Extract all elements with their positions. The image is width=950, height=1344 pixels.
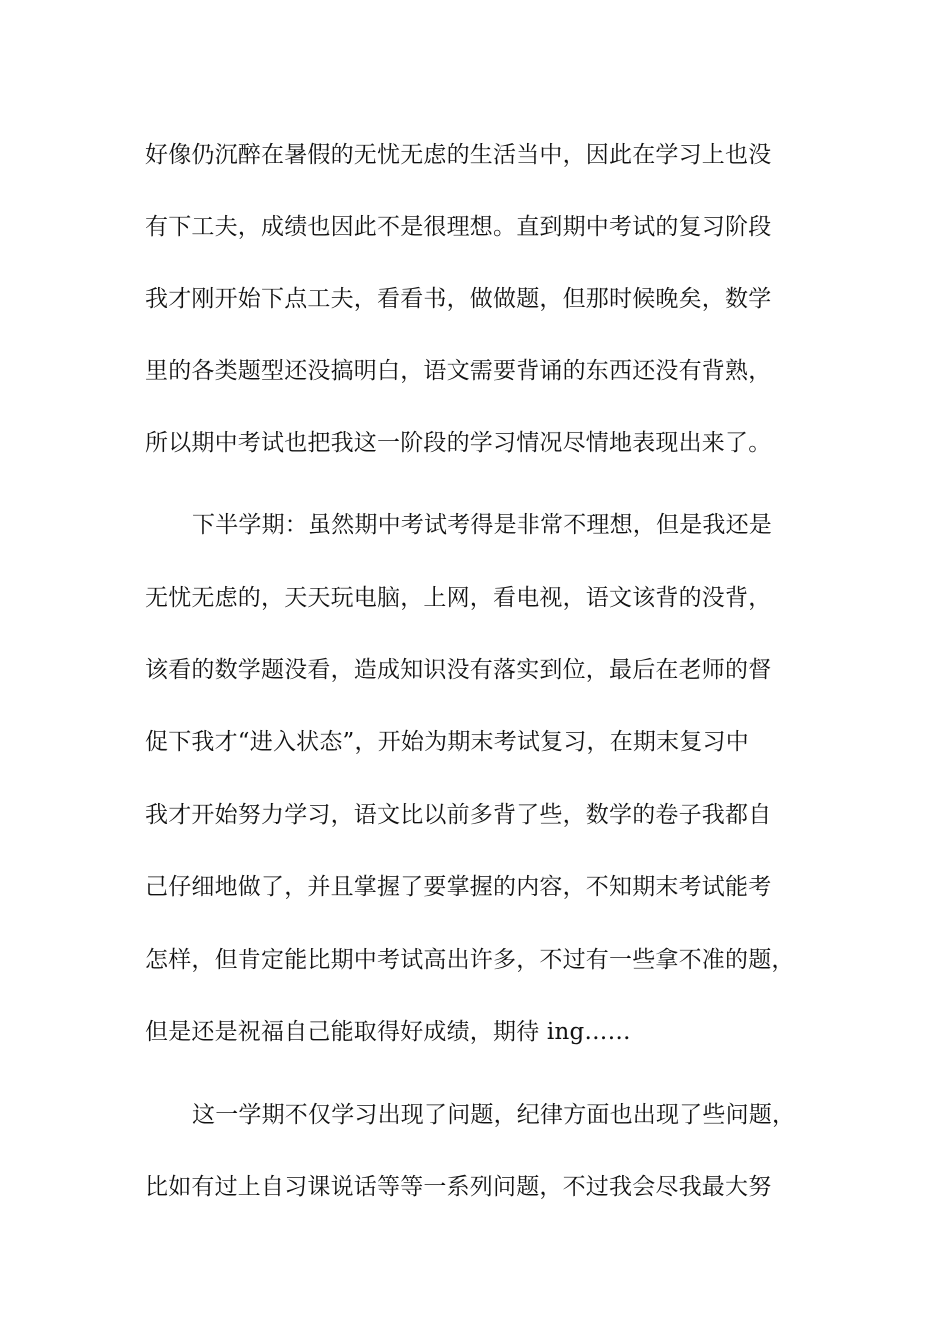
paragraph-line: 比如有过上自习课说话等等一系列问题，不过我会尽我最大努: [145, 1174, 772, 1200]
paragraph-line: 但是还是祝福自己能取得好成绩，期待 ing……: [145, 1019, 631, 1045]
paragraph-line: 里的各类题型还没搞明白，语文需要背诵的东西还没有背熟，: [145, 358, 772, 384]
paragraph-line: 促下我才“进入状态”，开始为期末考试复习，在期末复习中: [145, 729, 749, 755]
paragraph-line: 该看的数学题没看，造成知识没有落实到位，最后在老师的督: [145, 657, 772, 683]
paragraph-first-line: 这一学期不仅学习出现了问题，纪律方面也出现了些问题，: [192, 1102, 796, 1128]
paragraph-line: 无忧无虑的，天天玩电脑，上网，看电视，语文该背的没背，: [145, 585, 772, 611]
paragraph-line: 我才刚开始下点工夫，看看书，做做题，但那时候晚矣，数学: [145, 286, 772, 312]
paragraph-line: 有下工夫，成绩也因此不是很理想。直到期中考试的复习阶段: [145, 214, 772, 240]
paragraph-line: 我才开始努力学习，语文比以前多背了些，数学的卷子我都自: [145, 802, 772, 828]
paragraph-line: 好像仍沉醉在暑假的无忧无虑的生活当中，因此在学习上也没: [145, 142, 772, 168]
paragraph-line: 所以期中考试也把我这一阶段的学习情况尽情地表现出来了。: [145, 430, 772, 456]
paragraph-line: 己仔细地做了，并且掌握了要掌握的内容，不知期末考试能考: [145, 874, 772, 900]
paragraph-line: 怎样，但肯定能比期中考试高出许多，不过有一些拿不准的题，: [145, 947, 795, 973]
paragraph-first-line: 下半学期：虽然期中考试考得是非常不理想，但是我还是: [192, 512, 772, 538]
